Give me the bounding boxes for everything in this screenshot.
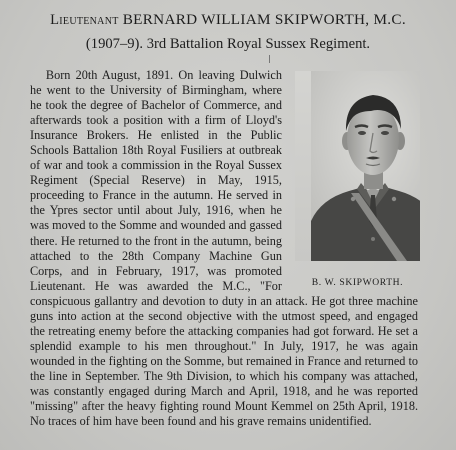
rank-label: Lieutenant (50, 12, 119, 28)
portrait-figure (292, 68, 423, 288)
entry-subheading (0, 36, 456, 53)
biography-text: Born 20th August, 1891. On leaving Dulwich he went to the University of Birmingham, where he took the degree of Bachelor of Commerce, and afterwards took a position with a firm of Lloyd's Insurance Brokers. He enlisted in the Public Schools Battalion 18th Royal Fusiliers at outbreak of war and took a commission in the Royal Sussex Regiment (Special Reserve) in May, 1915, proceeding to France in the autumn. He served in the Ypres sector until about July, 1916, when he was moved to the Somme and wounded and gassed there. He returned to the front in the autumn, being attached to the 28th Company Machine Gun Corps, and in February, 1917, was promoted Lieutenant. He was awarded the M.C., "For conspicuous gallantry and devotion to duty in an attack. He got three machine guns into action at the second objective with the utmost speed, and engaged the retreating enemy before the attacking companies had got forward. He set a splendid example to his men throughout." In July, 1917, he was again wounded in the fighting on the Somme, but remained in France and returned to the line in September. The 9th Division, to which his company was attached, was constantly engaged during March and April, 1918, and he was reported "missing" after the heavy fighting round Mount Kemmel on 25th April, 1918. No traces of him have been found and his grave remains unidentified. (30, 68, 418, 429)
officer-name: BERNARD WILLIAM SKIPWORTH, M.C. (122, 11, 406, 28)
margin-mark (269, 55, 270, 63)
biography-block (30, 68, 418, 429)
entry-heading (0, 11, 456, 29)
portrait-caption: B. W. SKIPWORTH. (311, 277, 404, 288)
portrait-photo (295, 71, 420, 261)
school-years: (1907–9). (85, 36, 144, 52)
regiment: 3rd Battalion Royal Sussex Regiment. (146, 36, 371, 52)
portrait-image (311, 71, 420, 261)
